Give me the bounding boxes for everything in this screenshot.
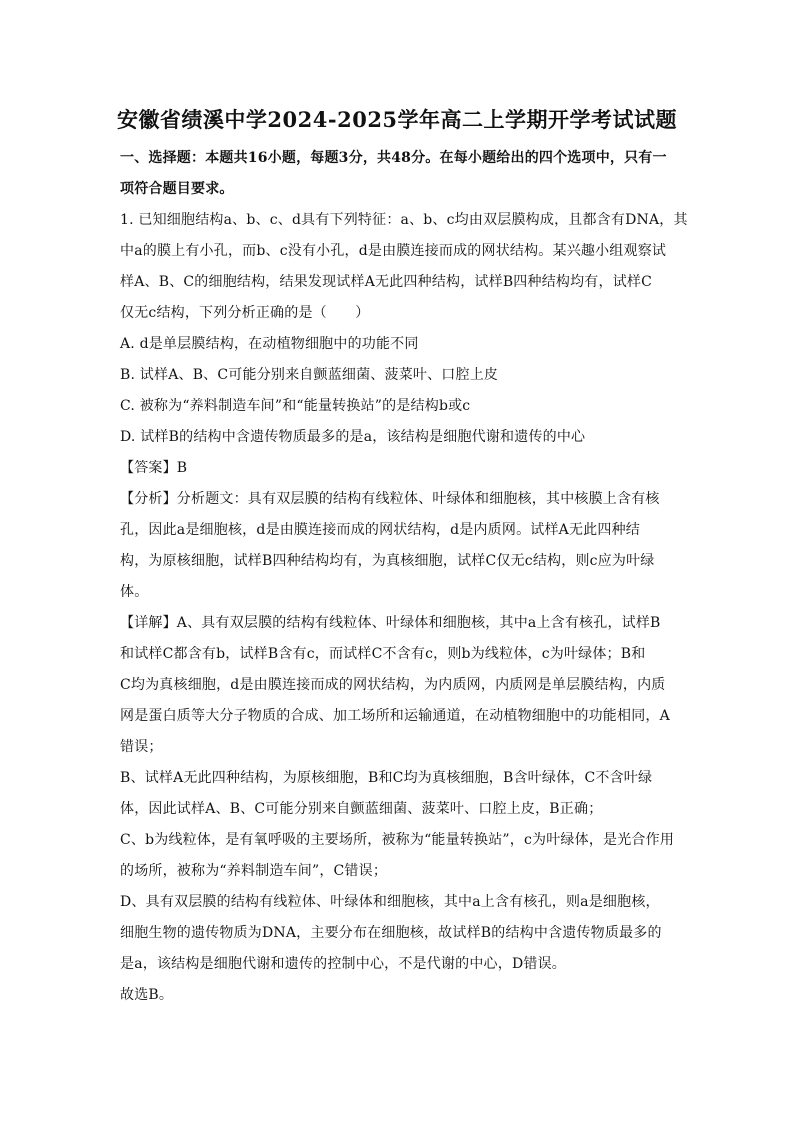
detail-line-8: C、b为线粒体，是有氧呼吸的主要场所，被称为“能量转换站”，c为叶绿体，是光合作用 [120, 832, 675, 848]
option-a: A. d是单层膜结构，在动植物细胞中的功能不同 [120, 336, 419, 352]
detail-line-4: 网是蛋白质等大分子物质的合成、加工场所和运输通道，在动植物细胞中的功能相同，A [120, 708, 670, 724]
option-d: D. 试样B的结构中含遗传物质最多的是a，该结构是细胞代谢和遗传的中心 [120, 429, 586, 445]
detail-line-7: 体，因此试样A、B、C可能分别来自颤蓝细菌、菠菜叶、口腔上皮，B正确； [120, 801, 603, 817]
detail-line-1: 【详解】A、具有双层膜的结构有线粒体、叶绿体和细胞核，其中a上含有核孔，试样B [120, 615, 661, 631]
question-stem-line-3: 样A、B、C的细胞结构，结果发现试样A无此四种结构，试样B四种结构均有，试样C [120, 274, 653, 290]
section-heading-line-2: 项符合题目要求。 [120, 181, 234, 197]
option-b: B. 试样A、B、C可能分别来自颤蓝细菌、菠菜叶、口腔上皮 [120, 367, 499, 383]
detail-line-3: C均为真核细胞，d是由膜连接而成的网状结构，为内质网，内质网是单层膜结构，内质 [120, 677, 666, 693]
section-heading-line-1: 一、选择题：本题共16小题，每题3分，共48分。在每小题给出的四个选项中，只有一 [120, 150, 667, 166]
analysis-line-2: 孔，因此a是细胞核，d是由膜连接而成的网状结构，d是内质网。试样A无此四种结 [120, 522, 640, 538]
question-stem-line-4: 仅无c结构，下列分析正确的是（ ） [120, 305, 370, 321]
question-stem-line-2: 中a的膜上有小孔，而b、c没有小孔，d是由膜连接而成的网状结构。某兴趣小组观察试 [120, 243, 667, 259]
answer-line: 【答案】B [120, 460, 188, 476]
analysis-line-1: 【分析】分析题文：具有双层膜的结构有线粒体、叶绿体和细胞核，其中核膜上含有核 [120, 491, 660, 507]
detail-line-11: 细胞生物的遗传物质为DNA，主要分布在细胞核，故试样B的结构中含遗传物质最多的 [120, 925, 662, 941]
detail-line-10: D、具有双层膜的结构有线粒体、叶绿体和细胞核，其中a上含有核孔，则a是细胞核， [120, 894, 660, 910]
detail-line-5: 错误； [120, 739, 163, 755]
analysis-line-3: 构，为原核细胞，试样B四种结构均有，为真核细胞，试样C仅无c结构，则c应为叶绿 [120, 553, 655, 569]
detail-line-2: 和试样C都含有b，试样B含有c，而试样C不含有c，则b为线粒体，c为叶绿体；B和 [120, 646, 646, 662]
detail-line-6: B、试样A无此四种结构，为原核细胞，B和C均为真核细胞，B含叶绿体，C不含叶绿 [120, 770, 653, 786]
detail-line-9: 的场所，被称为“养料制造车间”，C错误； [120, 863, 388, 879]
question-stem-line-1: 1. 已知细胞结构a、b、c、d具有下列特征：a、b、c均由双层膜构成，且都含有DNA，其 [120, 212, 688, 228]
document-title: 安徽省绩溪中学2024-2025学年高二上学期开学考试试题 [116, 107, 678, 132]
analysis-line-4: 体。 [120, 584, 149, 600]
detail-line-13: 故选B。 [120, 987, 174, 1003]
option-c: C. 被称为“养料制造车间”和“能量转换站”的是结构b或c [120, 398, 471, 414]
detail-line-12: 是a，该结构是细胞代谢和遗传的控制中心，不是代谢的中心，D错误。 [120, 956, 566, 972]
